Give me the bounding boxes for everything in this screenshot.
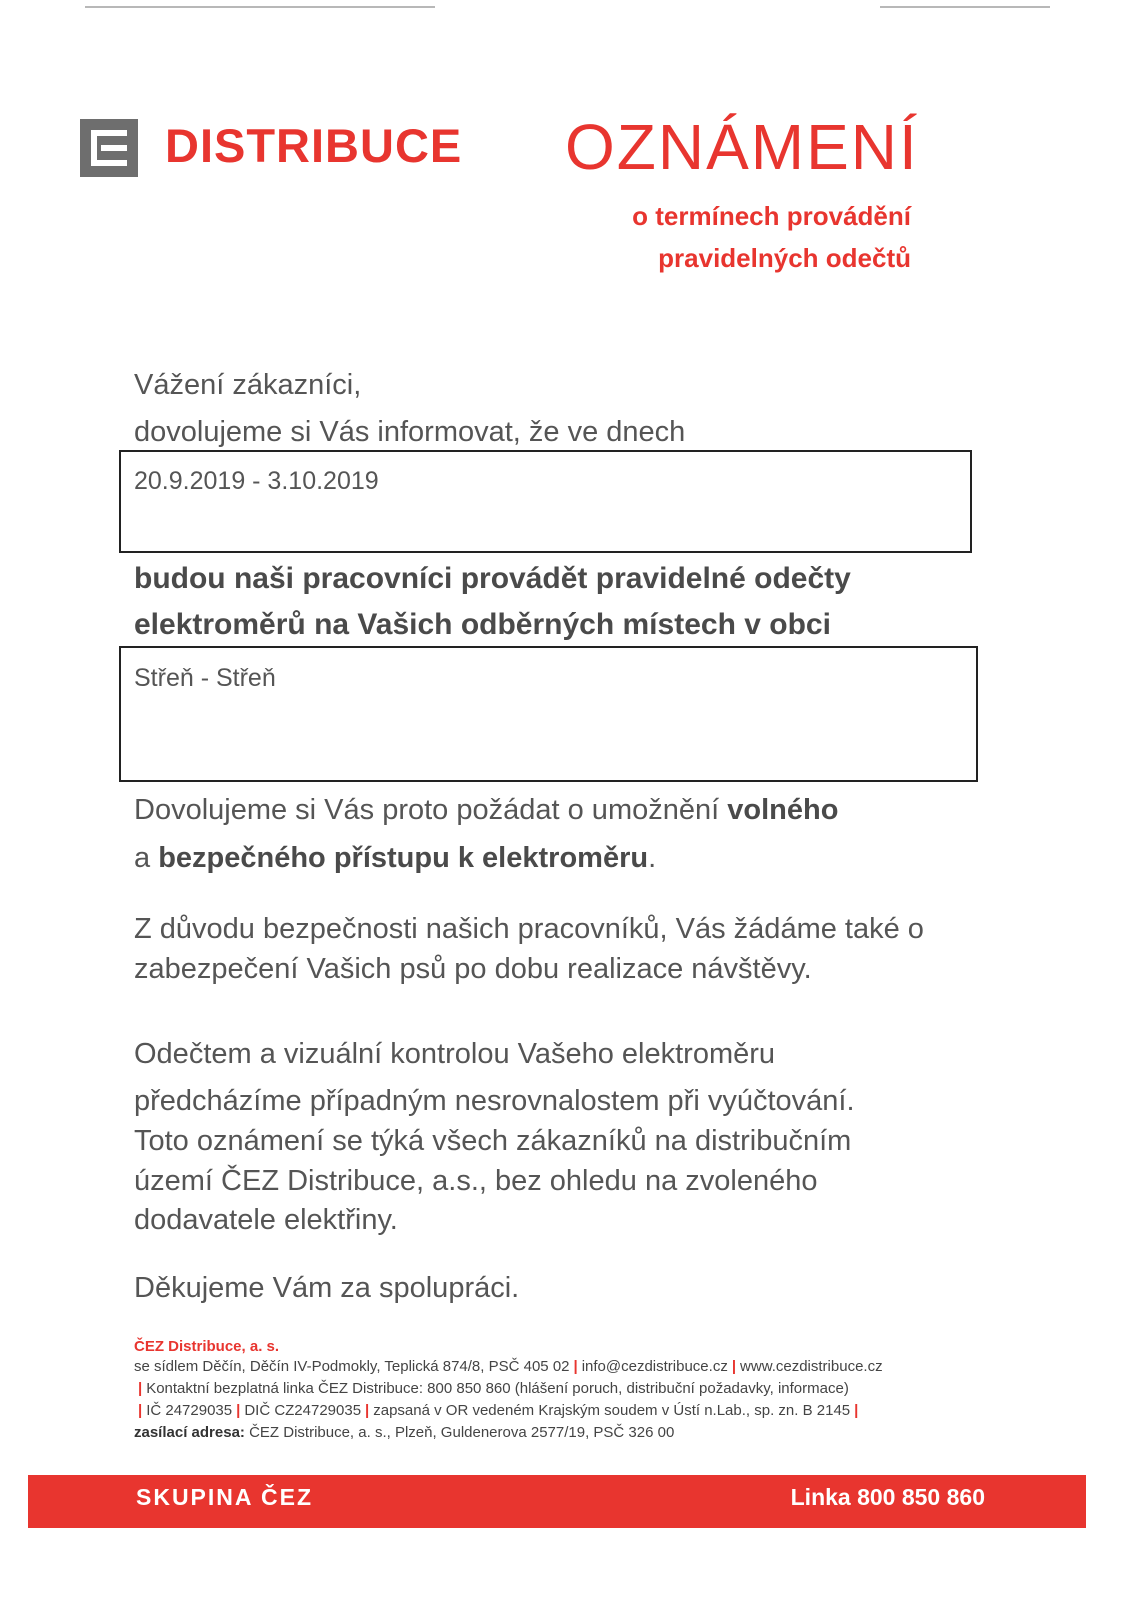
email-link[interactable]: info@cezdistribuce.cz — [581, 1358, 728, 1375]
purpose-line4: území ČEZ Distribuce, a.s., bez ohledu na zvoleného — [134, 1165, 818, 1197]
greeting: Vážení zákazníci, — [134, 369, 362, 401]
notice-subtitle-line2: pravidelných odečtů — [658, 243, 911, 273]
notice-title: OZNÁMENÍ — [565, 111, 919, 183]
date-range-box — [119, 450, 972, 553]
scan-line-right — [880, 6, 1050, 8]
purpose-line1: Odečtem a vizuální kontrolou Vašeho elektroměru — [134, 1038, 776, 1070]
purpose-line3: Toto oznámení se týká všech zákazníků na distribučním — [134, 1125, 852, 1157]
municipality: Střeň - Střeň — [134, 664, 276, 692]
intro-text: dovolujeme si Vás informovat, že ve dnech — [134, 416, 686, 448]
footer-company: ČEZ Distribuce, a. s. — [134, 1338, 280, 1355]
reading-statement-line1: budou naši pracovníci provádět pravidelné odečty — [134, 562, 851, 595]
footer-registry-line: | IČ 24729035 | DIČ CZ24729035 | zapsaná v OR vedeném Krajským soudem v Ústí n.Lab., sp. zn. B 2145 | — [138, 1402, 859, 1419]
scan-line-left — [85, 6, 435, 8]
footer-address-line: se sídlem Děčín, Děčín IV-Podmokly, Teplická 874/8, PSČ 405 02 | info@cezdistribuce.cz | www.cezdistribuce.cz — [134, 1358, 883, 1375]
date-range: 20.9.2019 - 3.10.2019 — [134, 467, 379, 495]
safety-line2: zabezpečení Vašich psů po dobu realizace návštěvy. — [134, 953, 812, 985]
brand-name: DISTRIBUCE — [165, 119, 463, 172]
band-group-name: SKUPINA ČEZ — [136, 1484, 314, 1510]
access-request-line1: Dovolujeme si Vás proto požádat o umožnění volného — [134, 794, 839, 826]
footer-mailing-line: zasílací adresa: ČEZ Distribuce, a. s., Plzeň, Guldenerova 2577/19, PSČ 326 00 — [134, 1424, 675, 1441]
purpose-line5: dodavatele elektřiny. — [134, 1204, 398, 1236]
reading-statement-line2: elektroměrů na Vašich odběrných místech v obci — [134, 608, 831, 641]
thanks-text: Děkujeme Vám za spolupráci. — [134, 1272, 520, 1304]
website-link[interactable]: www.cezdistribuce.cz — [740, 1358, 883, 1375]
safety-line1: Z důvodu bezpečnosti našich pracovníků, Vás žádáme také o — [134, 913, 924, 945]
purpose-line2: předcházíme případným nesrovnalostem při vyúčtování. — [134, 1085, 855, 1117]
notice-subtitle-line1: o termínech provádění — [632, 201, 911, 231]
cez-logo-icon — [80, 119, 138, 177]
access-request-line2: a bezpečného přístupu k elektroměru. — [134, 842, 657, 874]
footer-hotline-line: | Kontaktní bezplatná linka ČEZ Distribuce: 800 850 860 (hlášení poruch, distribuční požadavky, informace) — [138, 1380, 849, 1397]
band-hotline: Linka 800 850 860 — [790, 1484, 985, 1510]
